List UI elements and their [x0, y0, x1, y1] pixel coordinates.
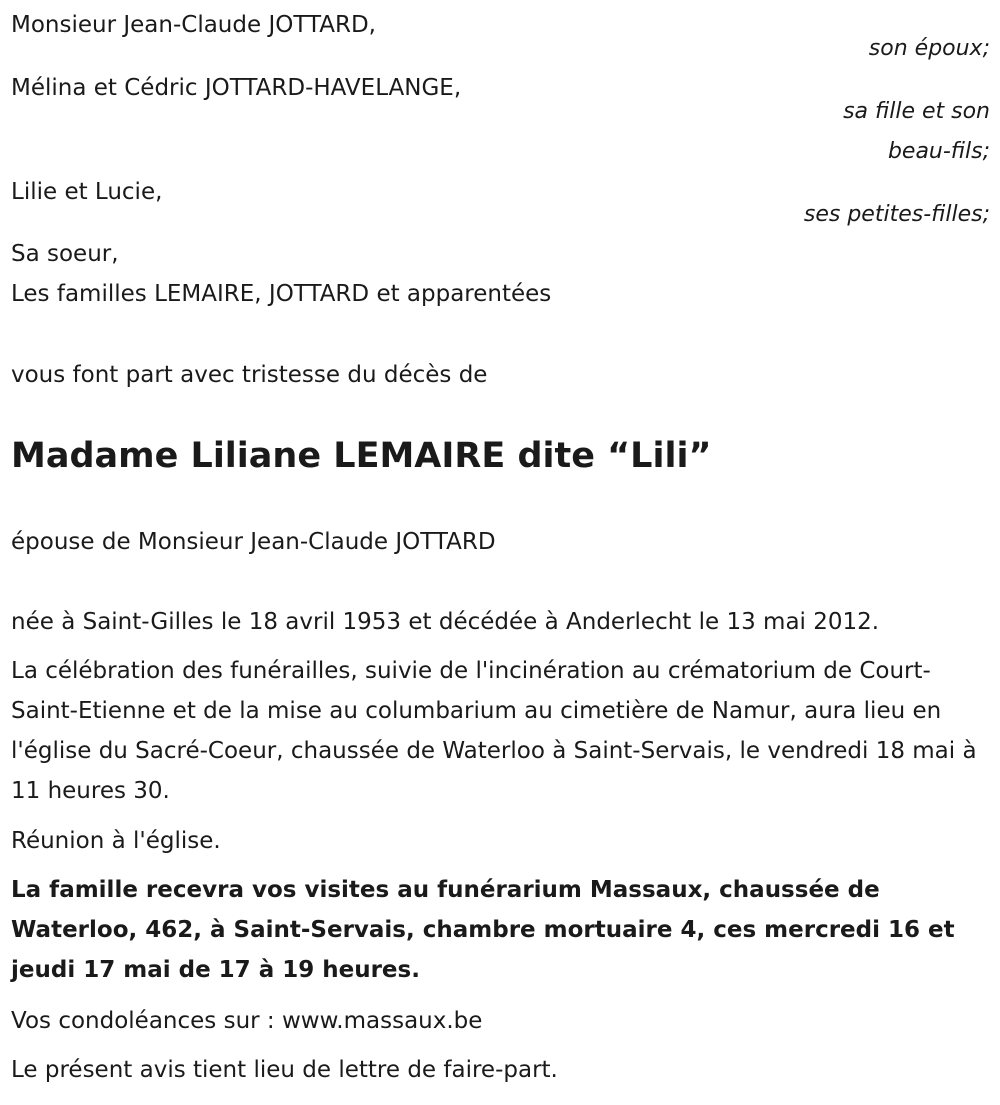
condolences-line: Vos condoléances sur : www.massaux.be — [11, 1008, 483, 1034]
relation-granddaughters: ses petites-filles; — [803, 202, 990, 227]
family-line-families: Les familles LEMAIRE, JOTTARD et apparentées — [11, 281, 552, 307]
spouse-line: épouse de Monsieur Jean-Claude JOTTARD — [11, 529, 496, 555]
family-line-sister: Sa soeur, — [11, 241, 119, 267]
family-line-granddaughters: Lilie et Lucie, — [11, 179, 163, 205]
ceremony-paragraph: La célébration des funérailles, suivie de l'incinération au crématorium de Court-Saint-Etienne et de la mise au columbarium au cimetière de Namur, aura lieu en l'église du Sacré-Coeur, chaussée de Waterloo à Saint-Servais, le vendredi 18 mai à 11 heures 30. — [11, 658, 977, 804]
relation-husband: son époux; — [868, 36, 990, 61]
birth-death-line: née à Saint-Gilles le 18 avril 1953 et décédée à Anderlecht le 13 mai 2012. — [11, 609, 880, 635]
notice-line: Le présent avis tient lieu de lettre de faire-part. — [11, 1057, 558, 1083]
relation-daughter-line1: sa fille et son — [843, 99, 990, 124]
meeting-line: Réunion à l'église. — [11, 828, 221, 854]
family-line-husband: Monsieur Jean-Claude JOTTARD, — [11, 12, 376, 38]
announcement-line: vous font part avec tristesse du décès de — [11, 362, 488, 388]
family-line-daughter: Mélina et Cédric JOTTARD-HAVELANGE, — [11, 75, 462, 101]
deceased-name-heading: Madame Liliane LEMAIRE dite “Lili” — [11, 436, 712, 476]
relation-daughter-line2: beau-fils; — [887, 139, 990, 164]
visits-paragraph: La famille recevra vos visites au funérarium Massaux, chaussée de Waterloo, 462, à Saint-Servais, chambre mortuaire 4, ces mercredi 16 et jeudi 17 mai de 17 à 19 heures. — [11, 877, 955, 983]
